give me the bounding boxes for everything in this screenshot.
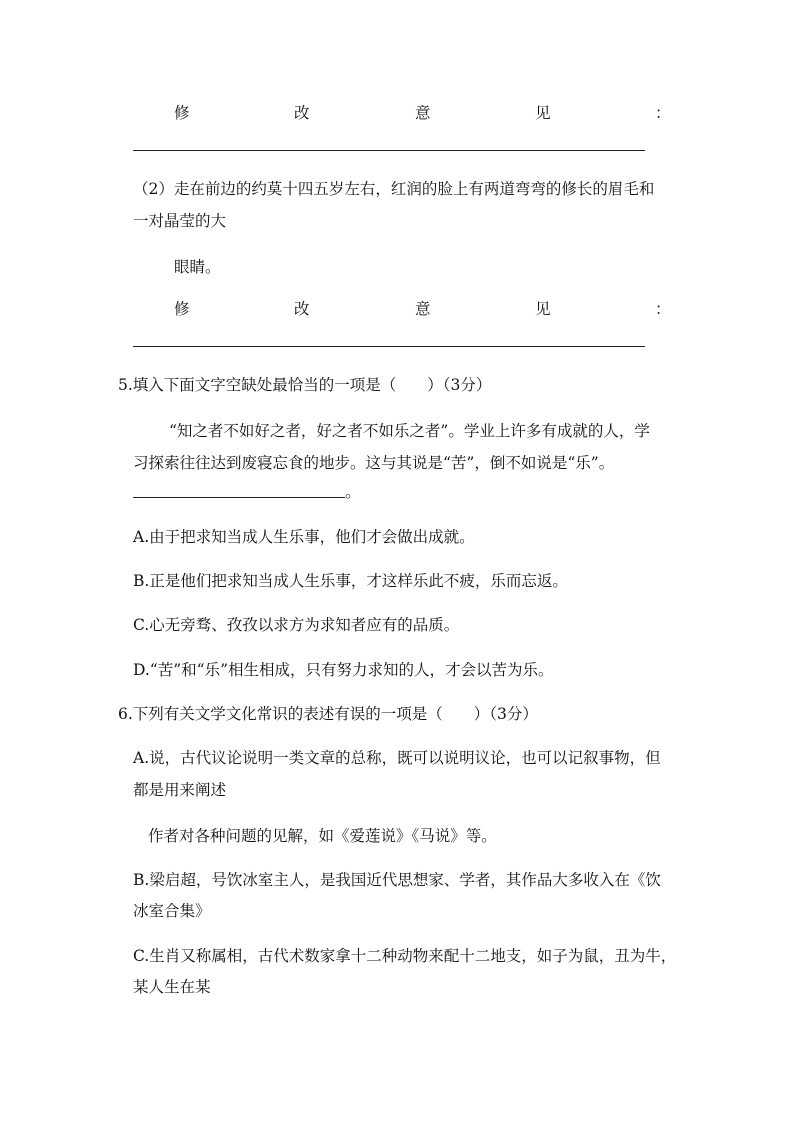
revision-char: 修 [174, 104, 190, 122]
q5-option-d: D.“苦”和“乐”相生相成，只有努力求知的人，才会以苦为乐。 [133, 661, 554, 679]
q6-option-a-line-3: 作者对各种问题的见解，如《爱莲说》《马说》等。 [148, 827, 497, 845]
revision-char: 改 [294, 104, 310, 122]
q6-stem: 6.下列有关文学文化常识的表述有误的一项是（ ）（3分） [118, 705, 538, 723]
item-2-line-1: （2）走在前边的约莫十四五岁左右，红润的脸上有两道弯弯的修长的眉毛和 [133, 180, 655, 198]
q5-passage-line-2: 习探索往往达到废寝忘食的地步。这与其说是“苦”，倒不如说是“乐”。 [133, 454, 615, 472]
q6-option-b-line-2: 冰室合集》 [133, 902, 211, 920]
revision-char: 见 [535, 300, 551, 318]
revision-char: 意 [415, 300, 431, 318]
q6-option-a-line-1: A.说，古代议论说明一类文章的总称，既可以说明议论，也可以记叙事物，但 [133, 749, 661, 767]
q5-option-c: C.心无旁骛、孜孜以求方为求知者应有的品质。 [133, 616, 460, 634]
q5-stem: 5.填入下面文字空缺处最恰当的一项是（ ）（3分） [118, 376, 492, 394]
q5-passage-line-1: “知之者不如好之者，好之者不如乐之者”。学业上许多有成就的人，学 [169, 422, 650, 440]
q6-option-a-line-2: 都是用来阐述 [133, 781, 227, 799]
revision-char: 修 [174, 300, 190, 318]
q6-option-c-line-1: C.生肖又称属相，古代术数家拿十二种动物来配十二地支，如子为鼠，丑为牛， [133, 947, 677, 965]
fill-blank [133, 483, 345, 498]
q5-answer-blank [133, 480, 361, 502]
q6-option-b-line-1: B.梁启超，号饮冰室主人，是我国近代思想家、学者，其作品大多收入在《饮 [133, 871, 661, 889]
item-2-line-2: 一对晶莹的大 [133, 212, 227, 230]
answer-line-1 [133, 150, 645, 151]
q6-option-c-line-2: 某人生在某 [133, 978, 211, 996]
revision-char: 见 [535, 104, 551, 122]
revision-colon: ： [655, 300, 671, 318]
q5-option-b: B.正是他们把求知当成人生乐事，才这样乐此不疲，乐而忘返。 [133, 572, 568, 590]
revision-char: 意 [415, 104, 431, 122]
q5-option-a: A.由于把求知当成人生乐事，他们才会做出成就。 [133, 528, 475, 546]
revision-char: 改 [294, 300, 310, 318]
revision-colon: ： [655, 104, 671, 122]
blank-end-mark: 。 [345, 483, 361, 501]
item-2-line-3: 眼睛。 [174, 258, 221, 276]
answer-line-2 [133, 346, 645, 347]
